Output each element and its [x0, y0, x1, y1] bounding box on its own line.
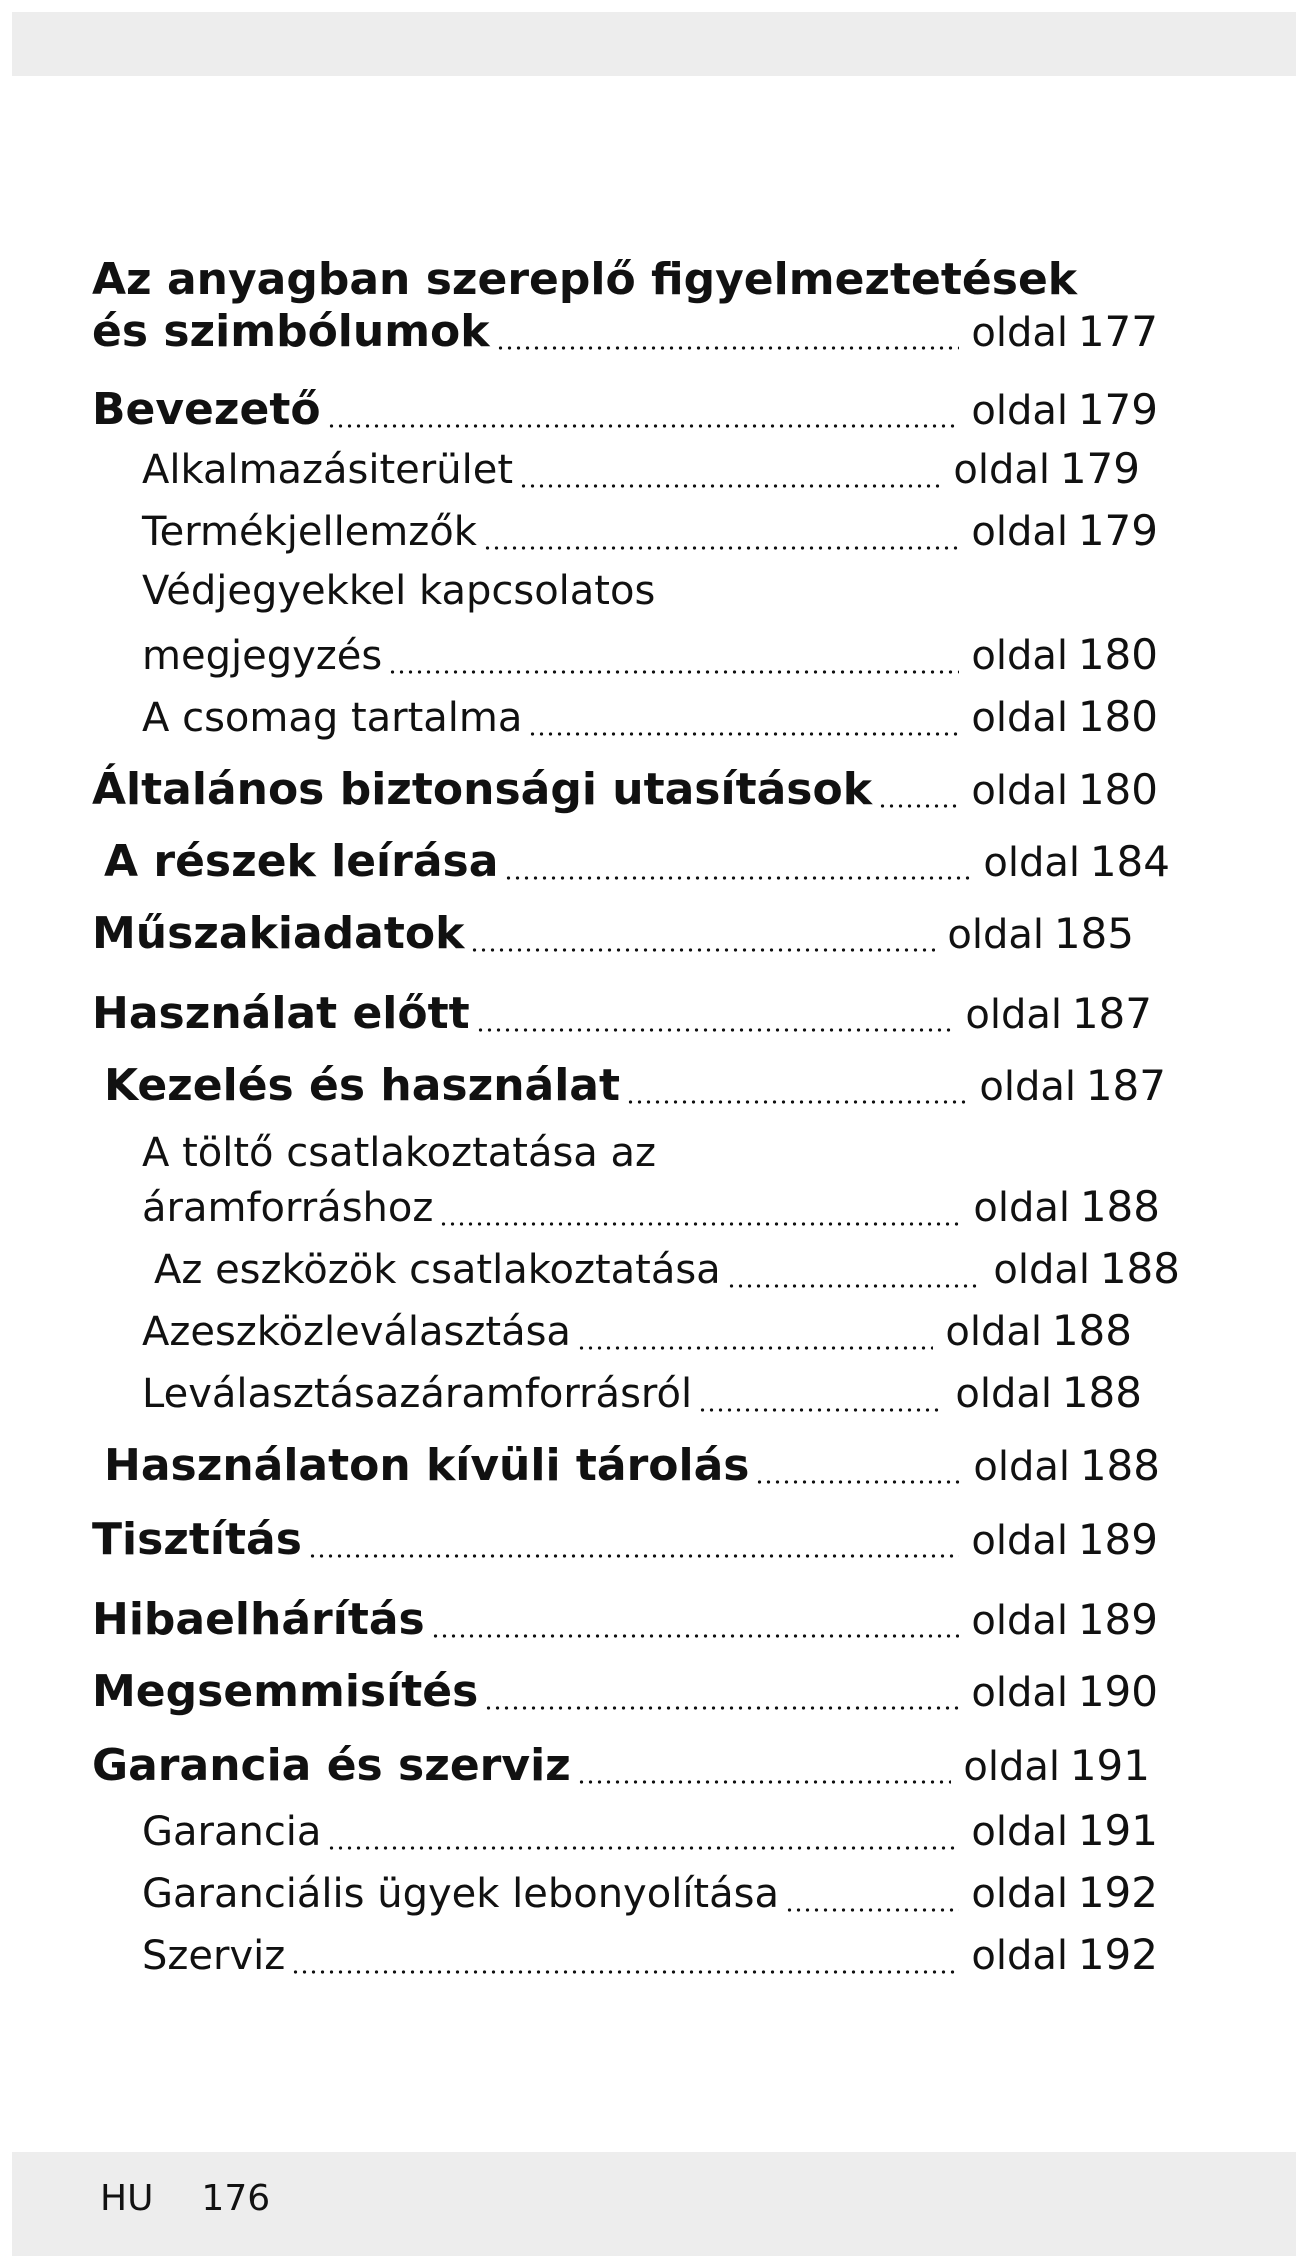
page-number: 192: [1077, 1930, 1158, 1979]
toc-entry-text: áramforráshoz: [142, 1185, 434, 1231]
dot-leader: [878, 804, 959, 808]
page-number: 180: [1077, 692, 1158, 741]
dot-leader: [388, 670, 959, 674]
page-label: oldal: [993, 1247, 1090, 1293]
toc-entry-text: Az eszközök csatlakoztatása: [154, 1247, 721, 1293]
toc-entry-text: Azeszközleválasztása: [142, 1309, 571, 1355]
toc-entry-vedjegy-line1: [142, 568, 655, 614]
page-label: oldal: [971, 768, 1068, 814]
toc-entry-text: A töltő csatlakoztatása az: [142, 1130, 657, 1176]
toc-entry-garancia[interactable]: [142, 1806, 1158, 1862]
page-number: 187: [1085, 1061, 1166, 1110]
toc-entry-vedjegy[interactable]: [142, 630, 1158, 686]
dot-leader: [626, 1100, 967, 1104]
toc-entry-szerviz[interactable]: [142, 1930, 1158, 1986]
page-label: oldal: [971, 1518, 1068, 1564]
dot-leader: [476, 1028, 954, 1032]
toc-entry-figyelmeztetesek[interactable]: [92, 306, 1158, 362]
dot-leader: [785, 1908, 959, 1912]
toc-entry-tolto-line1: [142, 1130, 656, 1176]
toc-entry-text: Védjegyekkel kapcsolatos: [142, 568, 656, 614]
dot-leader: [698, 1408, 943, 1412]
toc-entry-text: A csomag tartalma: [142, 695, 523, 741]
toc-entry-tisztitas[interactable]: [92, 1514, 1158, 1570]
page-footer: [100, 2178, 270, 2219]
page-label: oldal: [971, 695, 1068, 741]
toc-entry-text: Szerviz: [142, 1933, 286, 1979]
toc-entry-tarolas[interactable]: [104, 1440, 1160, 1496]
toc-entry-hasznalat-elott[interactable]: [92, 988, 1152, 1044]
toc-entry-garancia-szerviz[interactable]: [92, 1740, 1150, 1796]
page-number: 187: [1071, 989, 1152, 1038]
page-label: oldal: [971, 633, 1068, 679]
page-label: oldal: [971, 1670, 1068, 1716]
toc-entry-alkalmazasi[interactable]: [142, 444, 1140, 500]
page-label: oldal: [965, 992, 1062, 1038]
page-number: 185: [1053, 909, 1134, 958]
dot-leader: [496, 346, 960, 350]
toc-entry-text: Garanciális ügyek lebonyolítása: [142, 1871, 779, 1917]
dot-leader: [528, 732, 959, 736]
page-number: 192: [1077, 1868, 1158, 1917]
toc-entry-hibaelharitas[interactable]: [92, 1594, 1158, 1650]
toc-entry-text: Alkalmazásiterület: [142, 447, 513, 493]
page-label: oldal: [971, 388, 1068, 434]
toc-entry-aramforras-lev[interactable]: [142, 1368, 1142, 1424]
toc-entry-kezeles[interactable]: [104, 1060, 1166, 1116]
page-number: 188: [1099, 1244, 1180, 1293]
page-label: oldal: [971, 509, 1068, 555]
page-number: 191: [1069, 1741, 1150, 1790]
toc-entry-text: megjegyzés: [142, 633, 383, 679]
page-label: oldal: [973, 1185, 1070, 1231]
toc-entry-text: Használaton kívüli tárolás: [104, 1440, 750, 1491]
toc-entry-text: Használat előtt: [92, 988, 470, 1039]
toc-entry-text: Leválasztásazáramforrásról: [142, 1371, 693, 1417]
toc-entry-text: Garancia: [142, 1809, 322, 1855]
dot-leader: [483, 546, 960, 550]
page-number: 190: [1077, 1667, 1158, 1716]
toc-entry-text: Az anyagban szereplő figyelmeztetések: [92, 254, 1078, 305]
toc-entry-altalanos[interactable]: [92, 764, 1158, 820]
toc-entry-bevezeto[interactable]: [92, 384, 1158, 440]
dot-leader: [577, 1346, 933, 1350]
page-number: 188: [1079, 1441, 1160, 1490]
toc-entry-eszkozok-csat[interactable]: [154, 1244, 1180, 1300]
page-number: 179: [1077, 385, 1158, 434]
toc-entry-text: Garancia és szerviz: [92, 1740, 571, 1791]
page-label: oldal: [947, 912, 1044, 958]
page-label: oldal: [971, 1933, 1068, 1979]
page-label: oldal: [971, 1871, 1068, 1917]
dot-leader: [504, 876, 971, 880]
page-label: oldal: [953, 447, 1050, 493]
page-label: oldal: [973, 1444, 1070, 1490]
page-number: 189: [1077, 1595, 1158, 1644]
toc-entry-text: Hibaelhárítás: [92, 1594, 425, 1645]
dot-leader: [327, 1846, 959, 1850]
toc-entry-text: Műszakiadatok: [92, 908, 465, 959]
toc-entry-text: Általános biztonsági utasítások: [92, 764, 872, 815]
toc-entry-text: és szimbólumok: [92, 306, 490, 357]
dot-leader: [439, 1222, 961, 1226]
dot-leader: [577, 1780, 952, 1784]
footer-language: HU: [100, 2178, 154, 2219]
page-label: oldal: [979, 1064, 1076, 1110]
page-number: 188: [1079, 1182, 1160, 1231]
toc-entry-figyelmeztetesek-line1: [92, 254, 1077, 305]
page-label: oldal: [945, 1309, 1042, 1355]
dot-leader: [519, 484, 941, 488]
toc-entry-reszek[interactable]: [104, 836, 1170, 892]
dot-leader: [470, 948, 935, 952]
page-label: oldal: [955, 1371, 1052, 1417]
toc-entry-text: Bevezető: [92, 384, 321, 435]
dot-leader: [431, 1634, 960, 1638]
footer-page-number: 176: [201, 2178, 271, 2219]
page-number: 179: [1077, 506, 1158, 555]
dot-leader: [308, 1554, 959, 1558]
page-number: 180: [1077, 630, 1158, 679]
dot-leader: [755, 1480, 961, 1484]
page-label: oldal: [971, 1809, 1068, 1855]
page-number: 184: [1089, 837, 1170, 886]
page-label: oldal: [971, 1598, 1068, 1644]
dot-leader: [291, 1970, 959, 1974]
toc-entry-eszkoz-lev[interactable]: [142, 1306, 1132, 1362]
toc-entry-text: Termékjellemzők: [142, 509, 477, 555]
toc-entry-megsemmisites[interactable]: [92, 1666, 1158, 1722]
toc-entry-muszaki[interactable]: [92, 908, 1134, 964]
toc-entry-termekjellemzok[interactable]: [142, 506, 1158, 562]
toc-entry-csomag[interactable]: [142, 692, 1158, 748]
page-label: oldal: [963, 1744, 1060, 1790]
page-number: 180: [1077, 765, 1158, 814]
dot-leader: [484, 1706, 959, 1710]
page-number: 177: [1077, 307, 1158, 356]
page-number: 179: [1059, 444, 1140, 493]
page-number: 188: [1061, 1368, 1142, 1417]
page-label: oldal: [971, 310, 1068, 356]
toc-entry-garancialis[interactable]: [142, 1868, 1158, 1924]
toc-entry-text: Tisztítás: [92, 1514, 302, 1565]
page-number: 188: [1051, 1306, 1132, 1355]
dot-leader: [727, 1284, 982, 1288]
page-number: 189: [1077, 1515, 1158, 1564]
toc-entry-text: Megsemmisítés: [92, 1666, 479, 1717]
page-number: 191: [1077, 1806, 1158, 1855]
toc-entry-tolto[interactable]: [142, 1182, 1160, 1238]
dot-leader: [327, 424, 960, 428]
toc-entry-text: Kezelés és használat: [104, 1060, 621, 1111]
toc-entry-text: A részek leírása: [104, 836, 499, 887]
page-label: oldal: [983, 840, 1080, 886]
